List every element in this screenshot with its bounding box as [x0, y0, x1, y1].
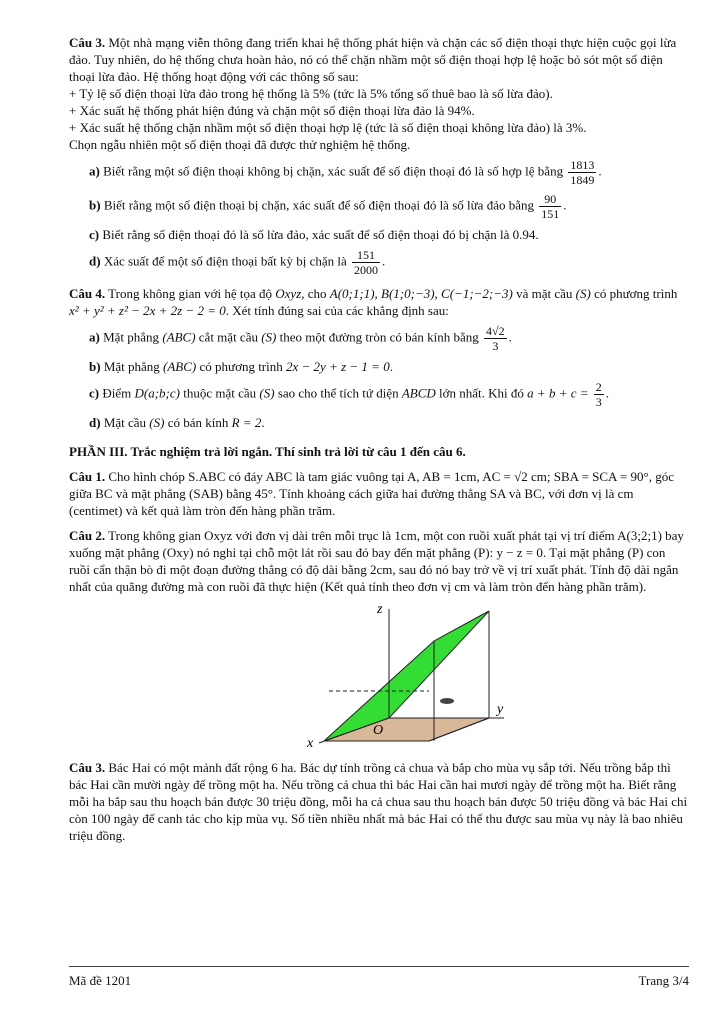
footer-exam-code: Mã đề 1201	[69, 973, 132, 988]
part3-heading: PHẦN III. Trắc nghiệm trả lời ngắn. Thí sinh trả lời từ câu 1 đến câu 6.	[69, 444, 466, 459]
c3-label: Câu 3.	[69, 760, 106, 775]
q4-c-point: D(a;b;c)	[134, 385, 180, 401]
q4-b-plane: (ABC)	[163, 359, 197, 374]
c2-label: Câu 2.	[69, 528, 106, 543]
q3-a-fraction	[568, 158, 596, 187]
q4-item-a: a) Mặt phẳng (ABC) cắt mặt cầu (S) theo một đường tròn có bán kính bằng $\frac{4√2}{3}$ .	[89, 324, 512, 353]
q3-b-text: Biết rằng một số điện thoại bị chặn, xác suất để số điện thoại đó là số lừa đảo bằng	[103, 197, 534, 213]
q4-a-den: 3	[492, 339, 499, 353]
q4-item-c: c) Điểm D(a;b;c) thuộc mặt cầu (S) sao cho thể tích tứ diện ABCD lớn nhất. Khi đó a + b + c = $\frac{2}{3}$ .	[89, 380, 610, 409]
q4-c-t1: Điểm	[102, 385, 132, 401]
q4-oxyz: Oxyz	[275, 286, 302, 301]
q3-d-text: Xác suất để một số điện thoại bất kỳ bị chặn là	[103, 253, 347, 269]
q4-b-t2: có phương trình	[199, 359, 283, 374]
q4-d-t2: có bán kính	[167, 415, 229, 430]
q4-a-t1: Mặt phẳng	[103, 329, 160, 345]
q3-item-c	[69, 226, 689, 243]
q3-intro	[69, 34, 689, 85]
q3-c-label: c)	[89, 227, 100, 242]
q3-a-num: 1813	[570, 158, 595, 172]
q3-intro-text: Một nhà mạng viễn thông đang triển khai hệ thống phát hiện và chặn các số điện thoại thực hiện cuộc gọi lừa đảo. Tuy nhiên, do hệ thống chưa hoàn hảo, nó có thể chặn nhầm một số điện thoại hợp lệ hoặc bỏ sót một số điện thoại lừa đảo. Hệ thống hoạt động với các thông số sau:	[69, 35, 677, 84]
q4-c-abcd: ABCD	[401, 385, 436, 401]
q4-c-sum: a + b + c =	[527, 385, 589, 401]
q3-a-den: 1849	[570, 173, 595, 187]
q4-sphere: (S)	[575, 286, 591, 301]
q4-d-radius: R = 2	[231, 415, 262, 430]
q4-t4: có phương trình	[594, 286, 678, 301]
q3-param-1: + Tỷ lệ số điện thoại lừa đảo trong hệ thống là 5% (tức là 5% tổng số thuê bao là số lừa đảo).	[69, 86, 553, 101]
q4-a-t3: theo một đường tròn có bán kính bằng	[279, 329, 479, 345]
q4-c-t2: thuộc mặt cầu	[183, 385, 257, 401]
q4-a-fraction	[484, 324, 507, 353]
q4-b-label: b)	[89, 359, 101, 374]
q4-stem	[69, 285, 689, 319]
q4-a-t2: cắt mặt cầu	[198, 329, 258, 345]
q4-points: A(0;1;1), B(1;0;−3), C(−1;−2;−3)	[329, 286, 513, 301]
q4-c-den: 3	[595, 395, 602, 409]
q4-c-fraction	[594, 380, 604, 409]
q4-a-sphere: (S)	[261, 329, 277, 345]
q3-d-den: 2000	[354, 263, 379, 277]
q4-c-t4: lớn nhất. Khi đó	[439, 385, 524, 401]
label-o: O	[373, 723, 384, 738]
q3-b-den: 151	[541, 207, 560, 221]
fly-icon	[440, 698, 454, 704]
q4-c-t3: sao cho thể tích tứ diện	[277, 385, 399, 401]
q4-t5: . Xét tính đúng sai của các khẳng định sau:	[225, 303, 449, 318]
q4-d-label: d)	[89, 415, 101, 430]
label-y: y	[497, 702, 504, 717]
q4-b-equation: 2x − 2y + z − 1 = 0	[286, 359, 390, 374]
c2-body: Trong không gian Oxyz với đơn vị dài trên mỗi trục là 1cm, một con ruồi xuất phát tại vị trí điểm A(3;2;1) bay xuống mặt phẳng (Oxy) nó nghỉ tại chỗ một lát rồi sau đó bay đến mặt phẳng (P): y − z = 0. Tại mặt phẳng (P) con ruồi cẩn thận bò đi một đoạn đường thẳng có độ dài bằng 2cm, sau đó nó bay trở về vị trí xuất phát. Tính độ dài ngắn nhất của quãng đường mà con ruồi đã thực hiện (Kết quả tính theo đơn vị cm và làm tròn đến hàng phần trăm).	[69, 528, 684, 594]
q4-d-t1: Mặt cầu	[103, 415, 147, 430]
q3-b-num: 90	[539, 192, 561, 207]
q4-c-label: c)	[89, 385, 100, 401]
c1-line1: Cho hình chóp S.ABC có đáy ABC là tam giác vuông tại A, AB = 1cm, AC = √2 cm;	[108, 469, 551, 484]
q4-c-sphere: (S)	[259, 385, 275, 401]
q3-item-a: a) Biết rằng một số điện thoại không bị chặn, xác suất để số điện thoại đó là số hợp lệ bằng $\frac{1813}{1849}$ .	[89, 158, 602, 187]
q4-c-num: 2	[595, 380, 602, 394]
q3-param-2: + Xác suất hệ thống phát hiện đúng và chặn một số điện thoại lừa đảo là 94%.	[69, 103, 475, 118]
q4-t2: , cho	[301, 286, 327, 301]
c1-label: Câu 1.	[69, 469, 106, 484]
page-footer	[69, 966, 689, 989]
q3-d-num: 151	[352, 248, 380, 263]
q3-a-label: a)	[89, 163, 100, 179]
q3-d-fraction	[352, 248, 380, 277]
q3-c-text: Biết rằng số điện thoại đó là số lừa đảo, xác suất để số điện thoại đó bị chặn là 0.94.	[102, 227, 539, 242]
q4-label: Câu 4.	[69, 286, 106, 301]
q4-equation: x² + y² + z² − 2x + 2z − 2 = 0	[69, 303, 226, 318]
fly-figure	[289, 601, 509, 751]
q4-b-t1: Mặt phẳng	[103, 359, 160, 374]
q4-a-label: a)	[89, 329, 100, 345]
c3-body: Bác Hai có một mảnh đất rộng 6 ha. Bác dự tính trồng cả chua và bắp cho mùa vụ sắp tới. Nếu trồng bắp thì bác Hai cần mười ngày để trồng một ha. Nếu trồng cả chua thì bác Hai cần hai mươi ngày để trồng một ha. Biết rằng mỗi ha bắp sau thu hoạch bán được 30 triệu đồng, mỗi ha cả chua sau thu hoạch bán được 50 triệu đồng và bác Hai chỉ còn 100 ngày để canh tác cho kịp mùa vụ. Số tiền nhiều nhất mà bác Hai có thể thu được sau mùa vụ này là bao nhiêu triệu đồng.	[69, 760, 688, 843]
q3-b-fraction	[539, 192, 561, 221]
q3-label: Câu 3.	[69, 35, 106, 50]
label-x: x	[307, 736, 314, 751]
c1-line2: SBA = SCA = 90°, góc giữa BC và mặt phẳng (SAB) bằng 45°. Tính khoảng cách giữa hai đường thẳng SA và BC, với đơn vị là cm (centimet) và kết quả làm tròn đến hàng phần trăm.	[69, 469, 675, 518]
q3-param-4: Chọn ngẫu nhiên một số điện thoại đã được thử nghiệm hệ thống.	[69, 137, 411, 152]
c2-text	[69, 527, 689, 595]
c1-text	[69, 468, 689, 519]
q4-t3: và mặt cầu	[516, 286, 573, 301]
q3-b-label: b)	[89, 197, 101, 213]
q4-t1: Trong không gian với hệ tọa độ	[108, 286, 272, 301]
label-z: z	[377, 602, 383, 617]
q3-a-text: Biết rằng một số điện thoại không bị chặn, xác suất để số điện thoại đó là số hợp lệ bằng	[103, 163, 564, 179]
q3-item-d: d) Xác suất để một số điện thoại bất kỳ bị chặn là $\frac{151}{2000}$ .	[89, 248, 386, 277]
q3-param-3: + Xác suất hệ thống chặn nhầm một số điện thoại hợp lệ (tức là số điện thoại không lừa đảo) là 3%.	[69, 120, 587, 135]
q4-a-num: 4√2	[486, 324, 505, 338]
q4-item-d: d) Mặt cầu (S) có bán kính R = 2.	[89, 415, 265, 430]
q3-item-b: b) Biết rằng một số điện thoại bị chặn, xác suất để số điện thoại đó là số lừa đảo bằng $\frac{90}{151}$ .	[89, 192, 567, 221]
c3-text	[69, 759, 689, 844]
q4-d-sphere: (S)	[149, 415, 165, 430]
q3-d-label: d)	[89, 253, 101, 269]
q4-a-plane: (ABC)	[162, 329, 196, 345]
footer-page-number: Trang 3/4	[638, 973, 689, 988]
q4-item-b: b) Mặt phẳng (ABC) có phương trình 2x − 2y + z − 1 = 0.	[89, 359, 393, 374]
exam-page	[69, 34, 689, 844]
